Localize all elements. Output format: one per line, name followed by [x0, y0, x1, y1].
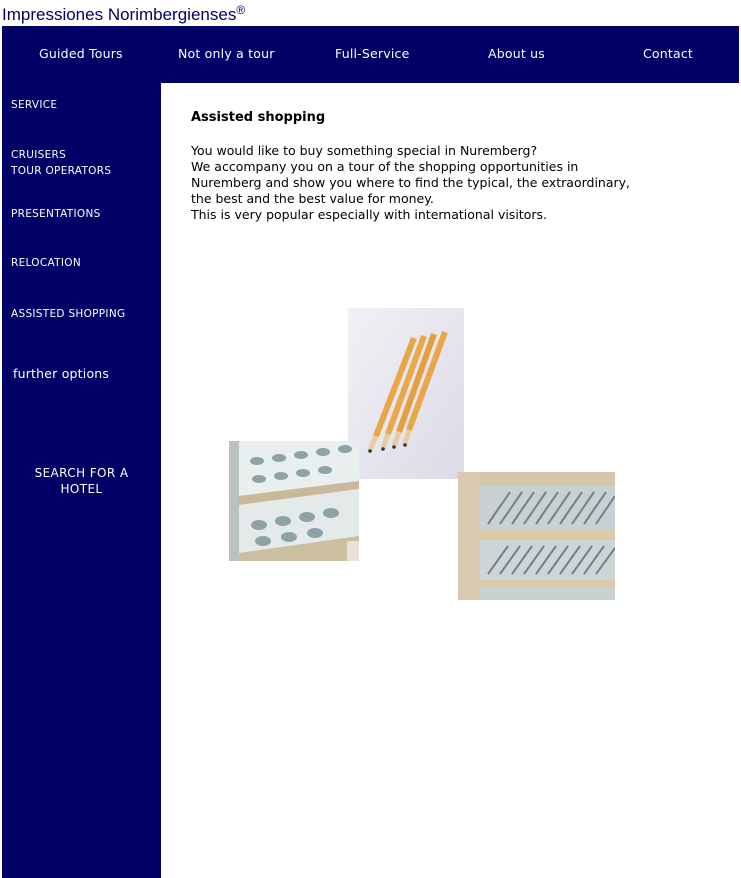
sidebar-item-tour-operators[interactable]: TOUR OPERATORS	[11, 165, 112, 177]
sidebar-item-presentations[interactable]: PRESENTATIONS	[11, 208, 101, 220]
description-line: This is very popular especially with international visitors.	[191, 207, 547, 222]
sidebar-item-assisted-shopping[interactable]: ASSISTED SHOPPING	[11, 308, 126, 320]
description-line: the best and the best value for money.	[191, 191, 434, 206]
site-title	[2, 3, 245, 25]
nav-about-us[interactable]: About us	[488, 46, 545, 61]
shelf-photo	[458, 472, 615, 600]
trademark-symbol: ®	[236, 3, 246, 17]
display-case-illustration	[229, 441, 359, 561]
page-description	[191, 143, 681, 223]
pencils-illustration	[348, 308, 464, 479]
sidebar-item-service[interactable]: SERVICE	[11, 99, 58, 111]
display-case-photo	[229, 441, 359, 561]
sidebar-item-relocation[interactable]: RELOCATION	[11, 257, 81, 269]
nav-contact[interactable]: Contact	[643, 46, 694, 61]
top-navigation	[2, 26, 739, 83]
search-hotel-line2: HOTEL	[60, 482, 103, 496]
sidebar	[2, 83, 161, 878]
nav-full-service[interactable]: Full-Service	[335, 46, 410, 61]
sidebar-item-further-options[interactable]: further options	[13, 366, 110, 381]
sidebar-search-hotel-link[interactable]	[2, 465, 161, 497]
page-title: Assisted shopping	[191, 110, 326, 125]
description-line: You would like to buy something special in Nuremberg?	[191, 143, 538, 158]
nav-not-only-a-tour[interactable]: Not only a tour	[178, 46, 275, 61]
nav-guided-tours[interactable]: Guided Tours	[39, 46, 123, 61]
sidebar-item-cruisers[interactable]: CRUISERS	[11, 149, 67, 161]
site-title-text: Impressiones Norimbergienses	[2, 5, 237, 24]
search-hotel-line1: SEARCH FOR A	[34, 466, 129, 480]
shelf-illustration	[458, 472, 615, 600]
description-line: We accompany you on a tour of the shopping opportunities in	[191, 159, 579, 174]
description-line: Nuremberg and show you where to find the typical, the extraordinary,	[191, 175, 631, 190]
pencils-photo	[348, 308, 464, 479]
